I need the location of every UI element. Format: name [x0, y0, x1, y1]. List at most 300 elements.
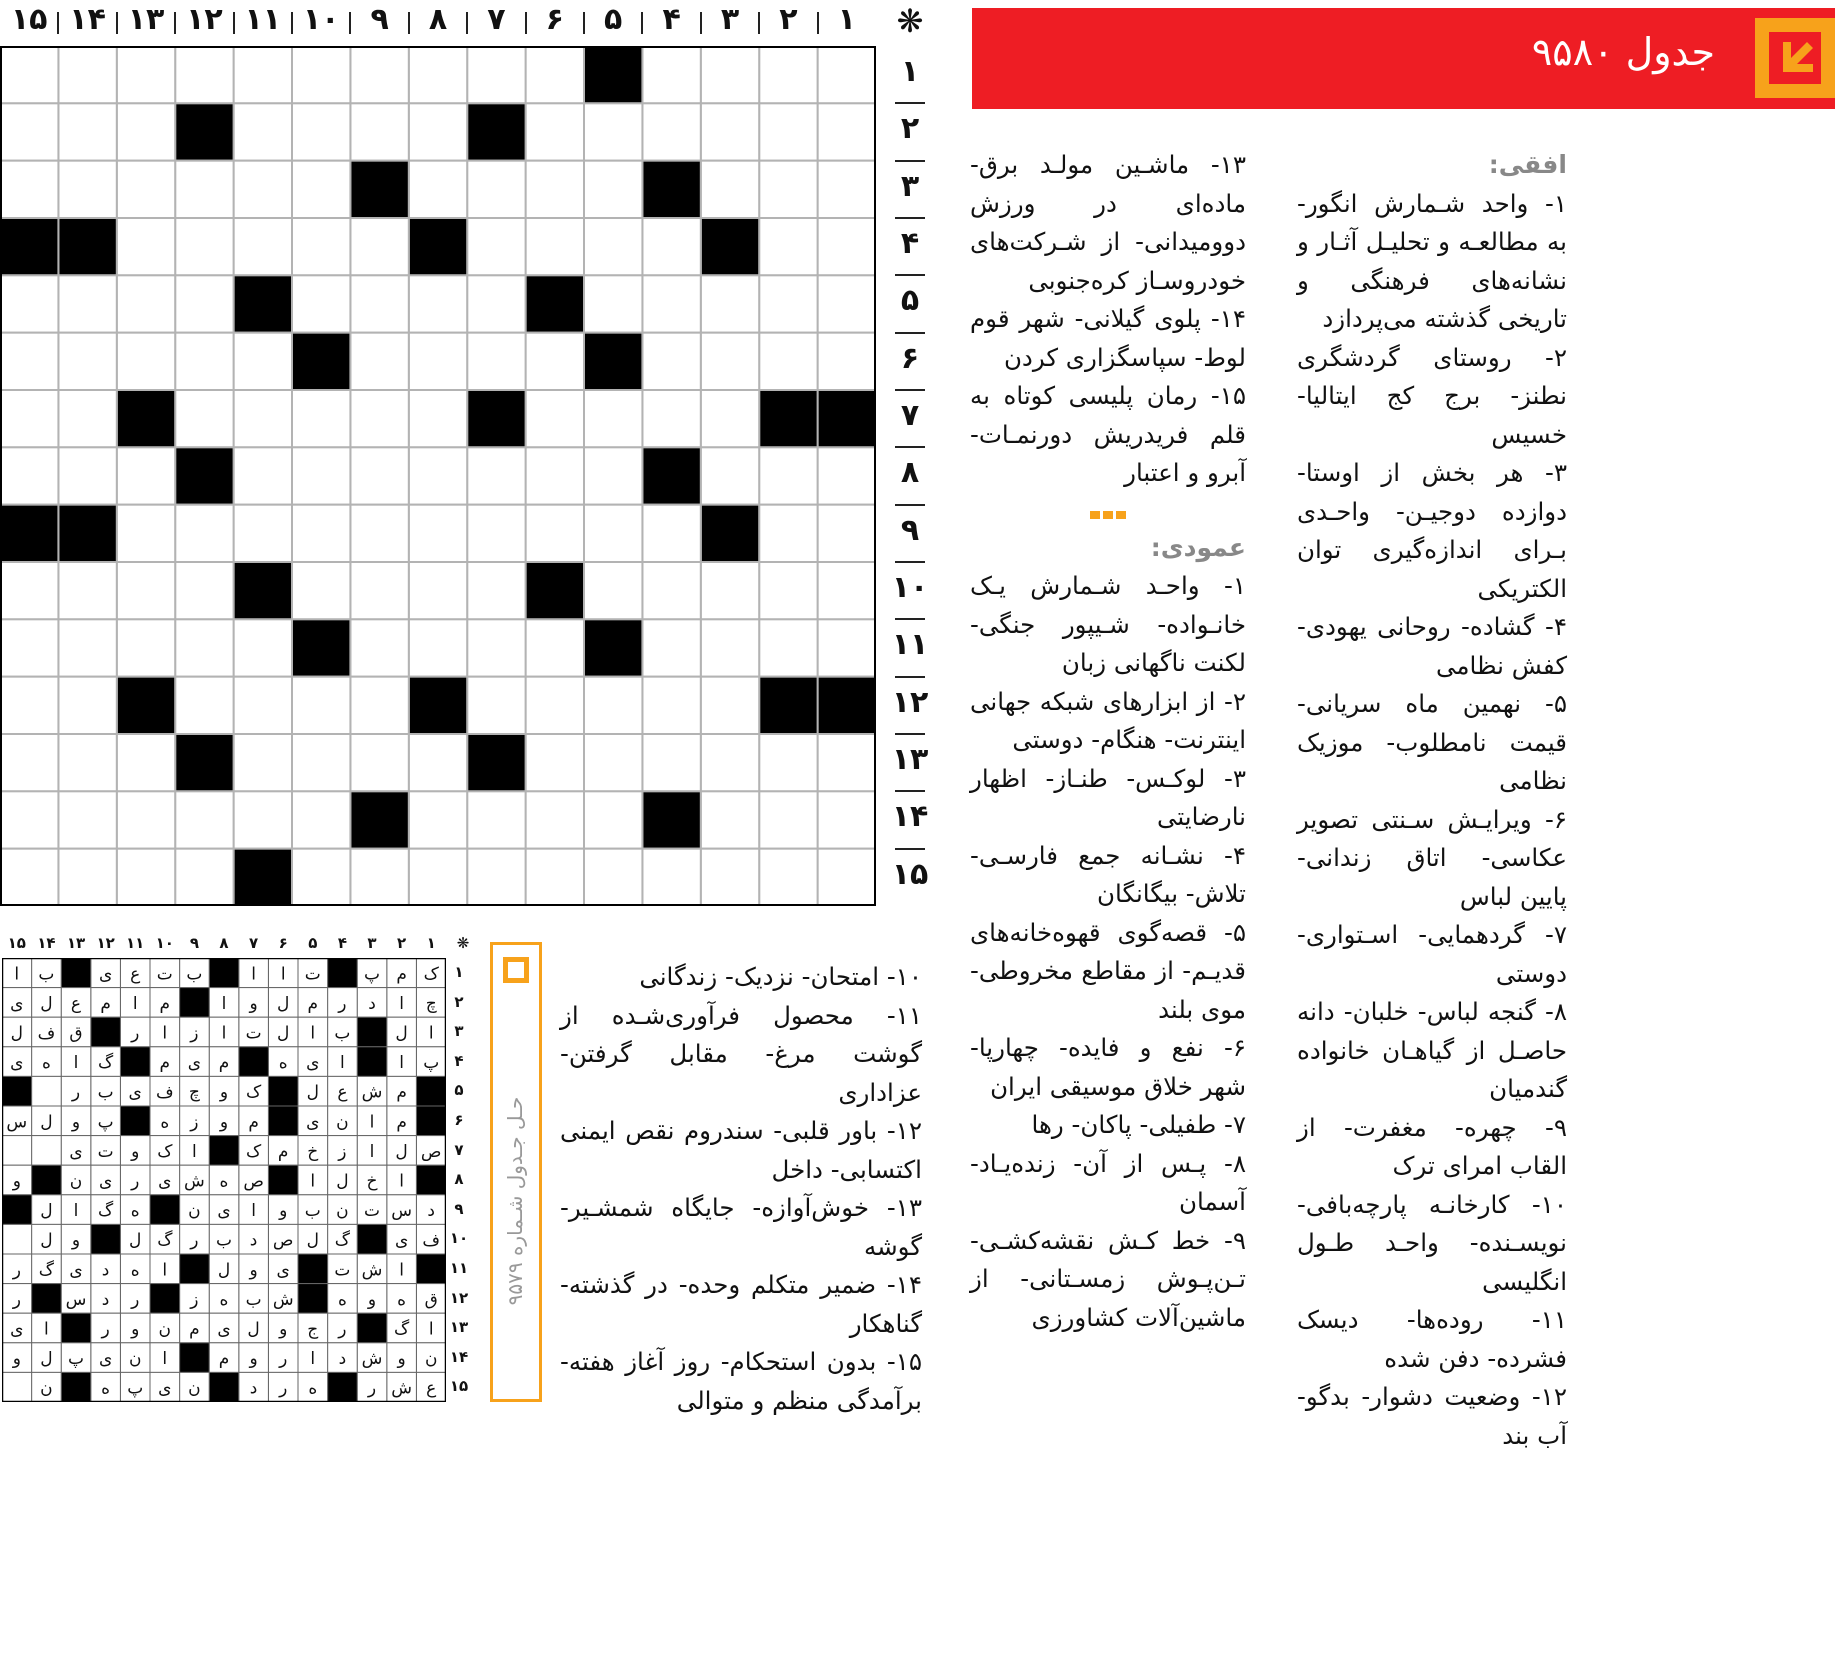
down-clue: ۹- خط کـش نقشه‌کشـی- تـن‌پـوش زمسـتانی- از ماشین‌آلات کشاورزی — [970, 1225, 1246, 1332]
solution-letter: گ — [38, 1260, 55, 1281]
grid-cell[interactable] — [642, 275, 700, 332]
row-number: ۷ — [900, 398, 920, 433]
grid-cell[interactable] — [117, 46, 175, 103]
black-cell — [117, 390, 175, 447]
grid-cell[interactable] — [526, 619, 584, 676]
across-clue: ۳- هر بخش از اوستا- دوازده دوجیـن- واحـدی بـرای اندازه‌گیری توان الکتریکی — [1297, 458, 1567, 603]
grid-cell[interactable] — [818, 505, 876, 562]
grid-cell[interactable] — [234, 218, 292, 275]
grid-cell[interactable] — [467, 791, 525, 848]
grid-cell[interactable] — [0, 161, 58, 218]
grid-cell[interactable] — [526, 505, 584, 562]
grid-cell[interactable] — [234, 46, 292, 103]
down-clue: ۷- طفیلی- پاکان- رها — [1031, 1110, 1246, 1139]
grid-cell[interactable] — [58, 677, 116, 734]
grid-cell[interactable] — [117, 505, 175, 562]
grid-cell[interactable] — [292, 46, 350, 103]
grid-cell[interactable] — [175, 505, 233, 562]
solution-letter: ب — [186, 964, 203, 985]
grid-cell[interactable] — [292, 218, 350, 275]
grid-cell[interactable] — [526, 390, 584, 447]
grid-cell[interactable] — [759, 849, 817, 906]
grid-cell[interactable] — [584, 791, 642, 848]
grid-cell[interactable] — [818, 161, 876, 218]
grid-cell[interactable] — [0, 677, 58, 734]
grid-cell[interactable] — [58, 103, 116, 160]
grid-cell[interactable] — [818, 218, 876, 275]
grid-cell[interactable] — [292, 734, 350, 791]
solution-row-number: ۳ — [454, 1022, 464, 1041]
grid-cell[interactable] — [117, 734, 175, 791]
grid-cell[interactable] — [818, 447, 876, 504]
grid-cell[interactable] — [234, 390, 292, 447]
grid-cell[interactable] — [467, 505, 525, 562]
grid-cell[interactable] — [58, 791, 116, 848]
grid-cell[interactable] — [117, 791, 175, 848]
grid-cell[interactable] — [759, 619, 817, 676]
grid-cell[interactable] — [117, 849, 175, 906]
row-separator — [895, 790, 925, 792]
solution-letter: ش — [184, 1171, 205, 1192]
black-cell — [759, 390, 817, 447]
grid-cell[interactable] — [117, 447, 175, 504]
grid-cell[interactable] — [409, 849, 467, 906]
grid-cell[interactable] — [409, 791, 467, 848]
down-clue: ۱- واحـد شـمارش یـک خانـواده- شـیپور جنگی- لکنت ناگهانی زبان — [970, 571, 1246, 677]
grid-cell[interactable] — [701, 390, 759, 447]
grid-cell[interactable] — [409, 447, 467, 504]
grid-cell[interactable] — [642, 734, 700, 791]
grid-cell[interactable] — [701, 562, 759, 619]
solution-letter: پ — [423, 1053, 440, 1074]
across-clue: ۶- ویرایـش سـنتی تصویر عکاسی- اتاق زندانی- پایین لباس — [1297, 804, 1567, 911]
grid-cell[interactable] — [58, 619, 116, 676]
grid-cell[interactable] — [292, 103, 350, 160]
grid-cell[interactable] — [234, 333, 292, 390]
grid-cell[interactable] — [409, 619, 467, 676]
grid-cell[interactable] — [759, 505, 817, 562]
grid-cell[interactable] — [584, 505, 642, 562]
grid-cell[interactable] — [526, 677, 584, 734]
grid-cell[interactable] — [0, 849, 58, 906]
grid-cell[interactable] — [58, 734, 116, 791]
solution-letter: ا — [428, 1023, 434, 1044]
grid-cell[interactable] — [642, 390, 700, 447]
grid-cell[interactable] — [818, 333, 876, 390]
grid-cell[interactable] — [642, 562, 700, 619]
grid-cell[interactable] — [818, 734, 876, 791]
solution-black-cell — [268, 1106, 298, 1136]
solution-letter: و — [219, 1112, 229, 1133]
grid-cell[interactable] — [701, 161, 759, 218]
solution-black-cell — [180, 1254, 210, 1284]
grid-cell[interactable] — [642, 218, 700, 275]
grid-cell[interactable] — [701, 849, 759, 906]
grid-cell[interactable] — [175, 390, 233, 447]
grid-cell[interactable] — [818, 791, 876, 848]
solution-letter: ی — [98, 1171, 113, 1192]
grid-cell[interactable] — [759, 218, 817, 275]
row-number: ۲ — [900, 111, 920, 147]
solution-letter: ا — [14, 964, 20, 985]
grid-cell[interactable] — [701, 619, 759, 676]
grid-cell[interactable] — [0, 390, 58, 447]
grid-cell[interactable] — [175, 619, 233, 676]
grid-cell[interactable] — [584, 275, 642, 332]
grid-cell[interactable] — [409, 390, 467, 447]
grid-cell[interactable] — [0, 447, 58, 504]
solution-letter: ن — [40, 1378, 53, 1399]
solution-letter: د — [368, 993, 376, 1014]
solution-letter: گ — [393, 1319, 410, 1340]
row-separator — [895, 102, 925, 104]
grid-cell[interactable] — [350, 218, 408, 275]
grid-cell[interactable] — [350, 103, 408, 160]
solution-letter: د — [249, 1230, 258, 1251]
grid-cell[interactable] — [584, 562, 642, 619]
grid-cell[interactable] — [759, 447, 817, 504]
row-separator — [895, 733, 925, 735]
solution-letter: م — [218, 1349, 230, 1370]
solution-letter: ع — [426, 1378, 437, 1399]
grid-cell[interactable] — [409, 275, 467, 332]
grid-cell[interactable] — [175, 275, 233, 332]
row-separator — [895, 217, 925, 219]
grid-cell[interactable] — [701, 103, 759, 160]
grid-cell[interactable] — [526, 333, 584, 390]
grid-cell[interactable] — [0, 619, 58, 676]
grid-cell[interactable] — [292, 849, 350, 906]
grid-cell[interactable] — [117, 619, 175, 676]
solution-column-number: ۴ — [337, 934, 347, 952]
solution-black-cell — [328, 958, 358, 988]
solution-letter: پ — [127, 1378, 144, 1399]
grid-cell[interactable] — [467, 275, 525, 332]
black-cell — [584, 46, 642, 103]
grid-cell[interactable] — [175, 849, 233, 906]
solution-letter: و — [397, 1349, 406, 1370]
grid-cell[interactable] — [409, 161, 467, 218]
grid-cell[interactable] — [175, 791, 233, 848]
grid-cell[interactable] — [0, 791, 58, 848]
grid-cell[interactable] — [58, 275, 116, 332]
grid-cell[interactable] — [234, 734, 292, 791]
solution-row-number: ۵ — [454, 1081, 464, 1100]
grid-cell[interactable] — [818, 562, 876, 619]
grid-cell[interactable] — [584, 734, 642, 791]
grid-cell[interactable] — [526, 734, 584, 791]
row-number: ۹ — [900, 512, 920, 548]
grid-cell[interactable] — [350, 447, 408, 504]
grid-cell[interactable] — [117, 333, 175, 390]
grid-cell[interactable] — [467, 619, 525, 676]
grid-cell[interactable] — [759, 791, 817, 848]
down-clues-continued — [560, 958, 922, 1420]
column-number: ۳ — [720, 2, 740, 37]
grid-cell[interactable] — [467, 218, 525, 275]
grid-cell[interactable] — [409, 734, 467, 791]
grid-cell[interactable] — [818, 46, 876, 103]
grid-cell[interactable] — [0, 46, 58, 103]
solution-letter: پ — [97, 1112, 114, 1133]
grid-cell[interactable] — [175, 218, 233, 275]
column-number: ۱۱ — [244, 2, 282, 37]
solution-column-number: ۳ — [367, 934, 377, 952]
grid-cell[interactable] — [818, 619, 876, 676]
grid-cell[interactable] — [526, 791, 584, 848]
grid-cell[interactable] — [292, 562, 350, 619]
solution-letter: ر — [131, 1289, 140, 1310]
grid-cell[interactable] — [234, 103, 292, 160]
black-cell — [642, 791, 700, 848]
grid-cell[interactable] — [526, 218, 584, 275]
solution-letter: ل — [277, 1023, 290, 1044]
solution-letter: ل — [395, 1141, 408, 1162]
grid-cell[interactable] — [759, 161, 817, 218]
grid-cell[interactable] — [117, 103, 175, 160]
solution-letter: ل — [277, 993, 290, 1014]
solution-black-cell — [91, 1017, 121, 1047]
grid-cell[interactable] — [234, 619, 292, 676]
grid-cell[interactable] — [175, 562, 233, 619]
grid-cell[interactable] — [467, 447, 525, 504]
grid-cell[interactable] — [467, 161, 525, 218]
grid-cell[interactable] — [759, 103, 817, 160]
grid-cell[interactable] — [292, 791, 350, 848]
grid-cell[interactable] — [175, 46, 233, 103]
solution-letter: ل — [306, 1082, 319, 1103]
grid-cell[interactable] — [526, 103, 584, 160]
grid-cell[interactable] — [701, 791, 759, 848]
grid-cell[interactable] — [526, 849, 584, 906]
grid-cell[interactable] — [0, 734, 58, 791]
down-clue: ۴- نشـانه جمع فارسـی- تلاش- بیگانگان — [970, 840, 1246, 908]
solution-black-cell — [328, 1372, 358, 1402]
down-clue: ۱۰- امتحان- نزدیک- زندگانی — [639, 962, 922, 991]
grid-cell[interactable] — [584, 677, 642, 734]
grid-cell[interactable] — [350, 562, 408, 619]
grid-cell[interactable] — [642, 505, 700, 562]
black-cell — [818, 677, 876, 734]
grid-cell[interactable] — [409, 562, 467, 619]
solution-letter: گ — [334, 1230, 351, 1251]
grid-cell[interactable] — [759, 46, 817, 103]
grid-cell[interactable] — [701, 677, 759, 734]
grid-cell[interactable] — [526, 447, 584, 504]
corner-star-icon: ❋ — [896, 2, 924, 40]
grid-cell[interactable] — [117, 275, 175, 332]
solution-letter: ا — [192, 1141, 197, 1162]
solution-letter: ه — [101, 1378, 111, 1399]
solution-letter: و — [131, 1141, 140, 1162]
grid-cell[interactable] — [467, 46, 525, 103]
black-cell — [175, 734, 233, 791]
solution-letter: ر — [367, 1378, 377, 1399]
grid-cell[interactable] — [350, 275, 408, 332]
black-cell — [234, 849, 292, 906]
grid-cell[interactable] — [234, 677, 292, 734]
solution-star-icon: ❋ — [456, 934, 470, 952]
solution-column-number: ۱۱ — [126, 934, 145, 952]
grid-cell[interactable] — [350, 505, 408, 562]
grid-cell[interactable] — [701, 447, 759, 504]
grid-cell[interactable] — [350, 849, 408, 906]
solution-letter: م — [189, 1319, 200, 1340]
solution-letter: ا — [73, 1053, 79, 1074]
grid-cell[interactable] — [350, 619, 408, 676]
row-number: ۱۵ — [891, 856, 929, 892]
solution-letter: ز — [338, 1141, 347, 1162]
across-clue: ۱۵- رمان پلیسی کوتاه به قلم فریدریش دورنمـات- آبرو و اعتبار — [970, 381, 1246, 487]
solution-letter: ر — [71, 1082, 81, 1103]
solution-letter: ر — [190, 1230, 199, 1251]
grid-cell[interactable] — [642, 333, 700, 390]
solution-letter: ی — [217, 1319, 231, 1340]
grid-cell[interactable] — [234, 447, 292, 504]
row-separator — [895, 848, 925, 850]
grid-cell[interactable] — [642, 849, 700, 906]
grid-cell[interactable] — [0, 562, 58, 619]
column-number: ۶ — [545, 2, 564, 37]
grid-cell[interactable] — [409, 505, 467, 562]
grid-cell[interactable] — [642, 619, 700, 676]
grid-cell[interactable] — [292, 505, 350, 562]
solution-black-cell — [61, 958, 91, 988]
grid-cell[interactable] — [409, 333, 467, 390]
grid-cell[interactable] — [526, 161, 584, 218]
grid-cell[interactable] — [409, 46, 467, 103]
solution-letter: ه — [397, 1289, 407, 1310]
black-cell — [409, 677, 467, 734]
solution-letter: چ — [188, 1082, 200, 1103]
grid-cell[interactable] — [175, 333, 233, 390]
grid-cell[interactable] — [58, 390, 116, 447]
grid-cell[interactable] — [584, 390, 642, 447]
column-number: ۲ — [779, 2, 798, 37]
solution-letter: ت — [363, 1201, 381, 1222]
grid-cell[interactable] — [58, 161, 116, 218]
grid-cell[interactable] — [467, 849, 525, 906]
grid-cell[interactable] — [526, 46, 584, 103]
grid-cell[interactable] — [292, 447, 350, 504]
black-cell — [526, 562, 584, 619]
grid-cell[interactable] — [759, 275, 817, 332]
grid-cell[interactable] — [292, 677, 350, 734]
black-cell — [701, 505, 759, 562]
solution-letter: ر — [101, 1319, 110, 1340]
grid-cell[interactable] — [175, 677, 233, 734]
black-cell — [409, 218, 467, 275]
solution-letter: ز — [190, 1112, 199, 1133]
grid-cell[interactable] — [701, 275, 759, 332]
black-cell — [58, 505, 116, 562]
grid-cell[interactable] — [292, 390, 350, 447]
solution-row-number: ۱۵ — [449, 1377, 469, 1396]
grid-cell[interactable] — [701, 734, 759, 791]
grid-cell[interactable] — [584, 161, 642, 218]
grid-cell[interactable] — [642, 103, 700, 160]
grid-cell[interactable] — [350, 390, 408, 447]
solution-letter: ب — [97, 1082, 114, 1103]
down-clue: ۵- قصه‌گوی قهوه‌خانه‌های قدیـم- از مقاطع مخروطی- موی بلند — [970, 917, 1246, 1024]
solution-letter: م — [396, 1082, 407, 1103]
solution-letter: ت — [304, 964, 321, 985]
grid-cell[interactable] — [467, 333, 525, 390]
grid-cell[interactable] — [350, 333, 408, 390]
solution-column-number: ۱ — [426, 934, 436, 952]
grid-cell[interactable] — [117, 161, 175, 218]
solution-black-cell — [61, 1372, 91, 1402]
grid-cell[interactable] — [759, 734, 817, 791]
grid-cell[interactable] — [642, 46, 700, 103]
grid-cell[interactable] — [642, 677, 700, 734]
grid-cell[interactable] — [701, 46, 759, 103]
grid-cell[interactable] — [58, 46, 116, 103]
grid-cell[interactable] — [818, 103, 876, 160]
grid-cell[interactable] — [584, 447, 642, 504]
grid-cell[interactable] — [175, 161, 233, 218]
solution-letter: ش — [361, 1260, 383, 1281]
grid-cell[interactable] — [117, 218, 175, 275]
solution-letter: و — [71, 1112, 81, 1133]
grid-cell[interactable] — [0, 333, 58, 390]
grid-cell[interactable] — [759, 333, 817, 390]
grid-cell[interactable] — [292, 275, 350, 332]
solution-black-cell — [2, 1195, 32, 1225]
grid-cell[interactable] — [234, 505, 292, 562]
solution-black-cell — [2, 1076, 32, 1106]
grid-cell[interactable] — [234, 161, 292, 218]
solution-letter: گ — [97, 1053, 114, 1074]
grid-cell[interactable] — [584, 849, 642, 906]
grid-cell[interactable] — [0, 275, 58, 332]
grid-cell[interactable] — [818, 849, 876, 906]
grid-cell[interactable] — [818, 275, 876, 332]
grid-cell[interactable] — [0, 103, 58, 160]
grid-cell[interactable] — [584, 103, 642, 160]
column-number: ۹ — [370, 2, 389, 37]
grid-cell[interactable] — [584, 218, 642, 275]
column-number: ۵ — [604, 2, 623, 37]
grid-cell[interactable] — [350, 46, 408, 103]
down-clue-list-continued — [560, 958, 922, 1420]
grid-cell[interactable] — [292, 161, 350, 218]
row-separator — [895, 332, 925, 334]
column-number: ۱۴ — [69, 2, 106, 37]
grid-cell[interactable] — [409, 103, 467, 160]
grid-cell[interactable] — [701, 333, 759, 390]
across-clue-list-continued — [970, 146, 1246, 493]
solution-black-cell — [120, 1047, 150, 1077]
grid-cell[interactable] — [467, 677, 525, 734]
grid-cell[interactable] — [58, 333, 116, 390]
grid-cell[interactable] — [234, 791, 292, 848]
grid-cell[interactable] — [117, 562, 175, 619]
grid-cell[interactable] — [759, 562, 817, 619]
solution-letter: ل — [10, 1023, 23, 1044]
grid-cell[interactable] — [58, 562, 116, 619]
crossword-grid-svg — [0, 46, 876, 906]
grid-cell[interactable] — [467, 562, 525, 619]
solution-column-number: ۵ — [308, 934, 318, 952]
crossword-grid — [0, 46, 876, 906]
grid-cell[interactable] — [58, 447, 116, 504]
solution-column-number: ۱۰ — [155, 934, 174, 952]
solution-letter: ک — [245, 1141, 262, 1162]
grid-cell[interactable] — [58, 849, 116, 906]
grid-cell[interactable] — [350, 734, 408, 791]
grid-cell[interactable] — [350, 677, 408, 734]
